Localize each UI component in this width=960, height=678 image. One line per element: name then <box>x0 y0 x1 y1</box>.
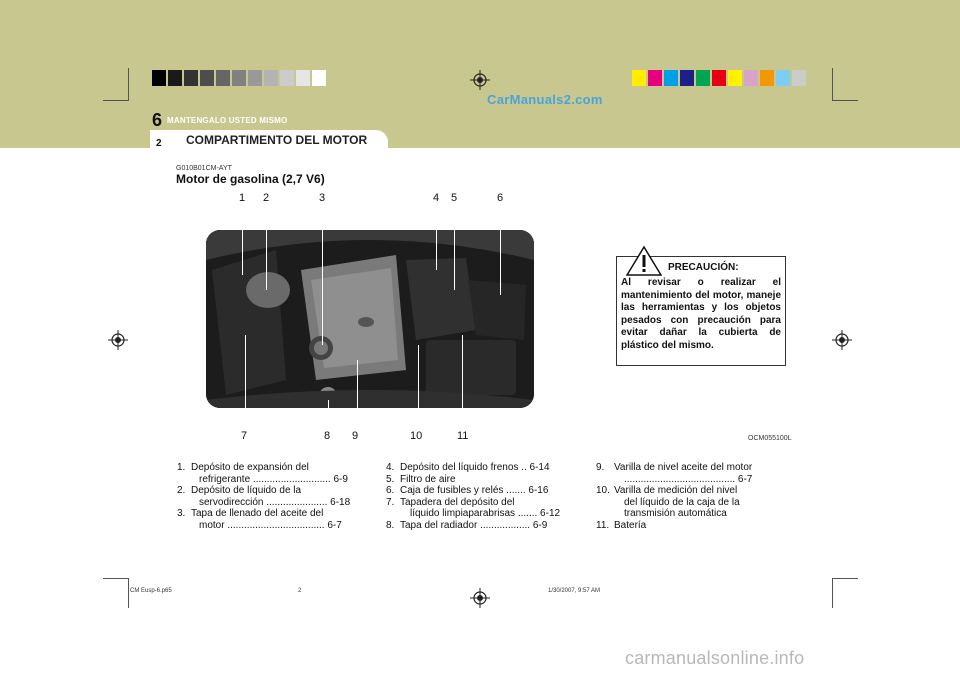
leader-line <box>328 400 329 425</box>
callout-number: 6 <box>497 192 504 204</box>
crop-mark <box>832 578 858 579</box>
color-swatch <box>776 70 790 86</box>
list-number: 4. <box>386 462 395 473</box>
list-text: Caja de fusibles y relés ....... 6-16 <box>400 485 549 496</box>
list-item <box>596 520 782 532</box>
callout-number: 4 <box>433 192 440 204</box>
list-number: 10. <box>596 485 610 496</box>
leader-line <box>418 345 419 425</box>
list-number: 2. <box>177 485 186 496</box>
list-text: ........................................ 6-7 <box>624 473 753 485</box>
callout-number: 11 <box>457 430 469 442</box>
leader-line <box>436 205 437 270</box>
callout-number: 5 <box>451 192 458 204</box>
list-text: Tapadera del depósito del <box>400 496 515 508</box>
color-swatch <box>680 70 694 86</box>
chapter-number: 6 <box>152 110 163 130</box>
color-swatch <box>296 70 310 86</box>
leader-line <box>357 360 358 425</box>
list-text: del líquido de la caja de la <box>624 496 740 508</box>
color-swatch <box>152 70 166 86</box>
footer-file: CM Eusp-6.p65 <box>130 588 172 594</box>
list-text: Filtro de aire <box>400 473 456 485</box>
watermark-bottom[interactable]: carmanualsonline.info <box>625 648 805 668</box>
list-item <box>596 462 782 474</box>
crop-mark <box>103 100 129 101</box>
leader-line <box>266 205 267 290</box>
list-item <box>177 462 361 474</box>
list-item <box>386 485 572 497</box>
list-text-cont: motor ................................... 6-7 <box>199 519 342 531</box>
registration-mark-icon <box>470 70 490 90</box>
callout-number: 3 <box>319 192 326 204</box>
list-text: Varilla de medición del nivel <box>614 485 738 496</box>
engine-illustration <box>206 230 534 408</box>
list-item <box>596 485 782 497</box>
list-item <box>177 508 361 520</box>
color-swatch <box>216 70 230 86</box>
crop-mark <box>128 578 129 608</box>
registration-mark-icon <box>832 330 852 350</box>
leader-line <box>242 205 243 275</box>
color-swatch <box>760 70 774 86</box>
list-item <box>596 497 782 509</box>
leader-line <box>454 205 455 290</box>
list-item <box>596 508 782 520</box>
registration-mark-icon <box>108 330 128 350</box>
crop-mark <box>103 578 129 579</box>
content-heading: Motor de gasolina (2,7 V6) <box>176 172 325 186</box>
color-swatch <box>648 70 662 86</box>
crop-mark <box>128 68 129 100</box>
color-swatch <box>632 70 646 86</box>
color-swatch <box>264 70 278 86</box>
color-swatch <box>744 70 758 86</box>
color-swatch <box>248 70 262 86</box>
color-swatch <box>200 70 214 86</box>
leader-line <box>462 335 463 425</box>
callout-number: 9 <box>352 430 359 442</box>
list-number: 3. <box>177 508 186 519</box>
color-swatch <box>312 70 326 86</box>
list-item <box>596 474 782 486</box>
list-number: 5. <box>386 473 395 485</box>
footer-date: 1/30/2007, 9:57 AM <box>548 588 601 594</box>
engine-photo <box>206 230 534 408</box>
list-text: Batería <box>614 519 647 531</box>
list-item <box>177 485 361 497</box>
crop-mark <box>832 68 833 100</box>
list-item <box>386 508 572 520</box>
list-text: Varilla de nivel aceite del motor <box>614 462 753 473</box>
color-swatch <box>280 70 294 86</box>
list-text: Depósito de líquido de la <box>191 485 302 496</box>
list-item <box>386 520 572 532</box>
list-number: 6. <box>386 485 395 496</box>
list-text: líquido limpiaparabrisas ....... 6-12 <box>410 508 561 519</box>
list-number: 7. <box>386 496 395 508</box>
color-swatch <box>696 70 710 86</box>
list-item <box>386 497 572 509</box>
color-swatch <box>184 70 198 86</box>
list-text-cont: servodirección ...................... 6-18 <box>199 496 351 508</box>
chapter-title: MANTENGALO USTED MISMO <box>167 116 288 125</box>
warning-triangle-icon <box>626 246 662 276</box>
color-swatch <box>792 70 806 86</box>
list-number: 9. <box>596 462 605 473</box>
list-item <box>386 462 572 474</box>
color-swatch <box>728 70 742 86</box>
list-text-cont: refrigerante ............................ 6-9 <box>199 473 348 485</box>
callout-number: 10 <box>410 430 423 442</box>
parts-list-col1 <box>177 462 361 531</box>
figure-id: OCM055100L <box>748 435 792 442</box>
leader-line <box>245 335 246 425</box>
callout-number: 2 <box>263 192 270 204</box>
color-swatch <box>712 70 726 86</box>
list-text: Tapa del radiador .................. 6-9 <box>400 519 548 531</box>
list-text: Tapa de llenado del aceite del <box>191 508 324 519</box>
list-text: Depósito de expansión del <box>191 462 309 473</box>
crop-mark <box>832 100 858 101</box>
section-title: COMPARTIMENTO DEL MOTOR <box>186 133 368 147</box>
parts-list-col2 <box>386 462 572 531</box>
registration-mark-icon <box>470 588 490 608</box>
footer-page: 2 <box>298 588 302 594</box>
page-number: 2 <box>156 138 162 149</box>
parts-list-col3 <box>596 462 782 531</box>
leader-line <box>322 205 323 345</box>
color-swatch <box>232 70 246 86</box>
caution-title: PRECAUCIÓN: <box>668 262 739 273</box>
leader-line <box>500 205 501 295</box>
color-swatch <box>168 70 182 86</box>
callout-number: 1 <box>239 192 246 204</box>
list-number: 1. <box>177 462 186 473</box>
caution-body: Al revisar o realizar el mantenimiento del motor, maneje las herramientas y los objetos pesados con precaución para evitar dañar la cubierta de plástico del mismo. <box>621 277 781 351</box>
list-text: Depósito del líquido frenos .. 6-14 <box>400 462 550 473</box>
callout-number: 8 <box>324 430 331 442</box>
list-number: 8. <box>386 519 395 531</box>
content-code: G010B01CM-AYT <box>176 165 232 172</box>
crop-mark <box>832 578 833 608</box>
color-swatch <box>664 70 678 86</box>
callout-number: 7 <box>241 430 248 442</box>
list-item <box>386 474 572 486</box>
list-text: transmisión automática <box>624 508 727 519</box>
watermark-top[interactable]: CarManuals2.com <box>487 92 603 107</box>
list-number: 11. <box>596 519 610 531</box>
